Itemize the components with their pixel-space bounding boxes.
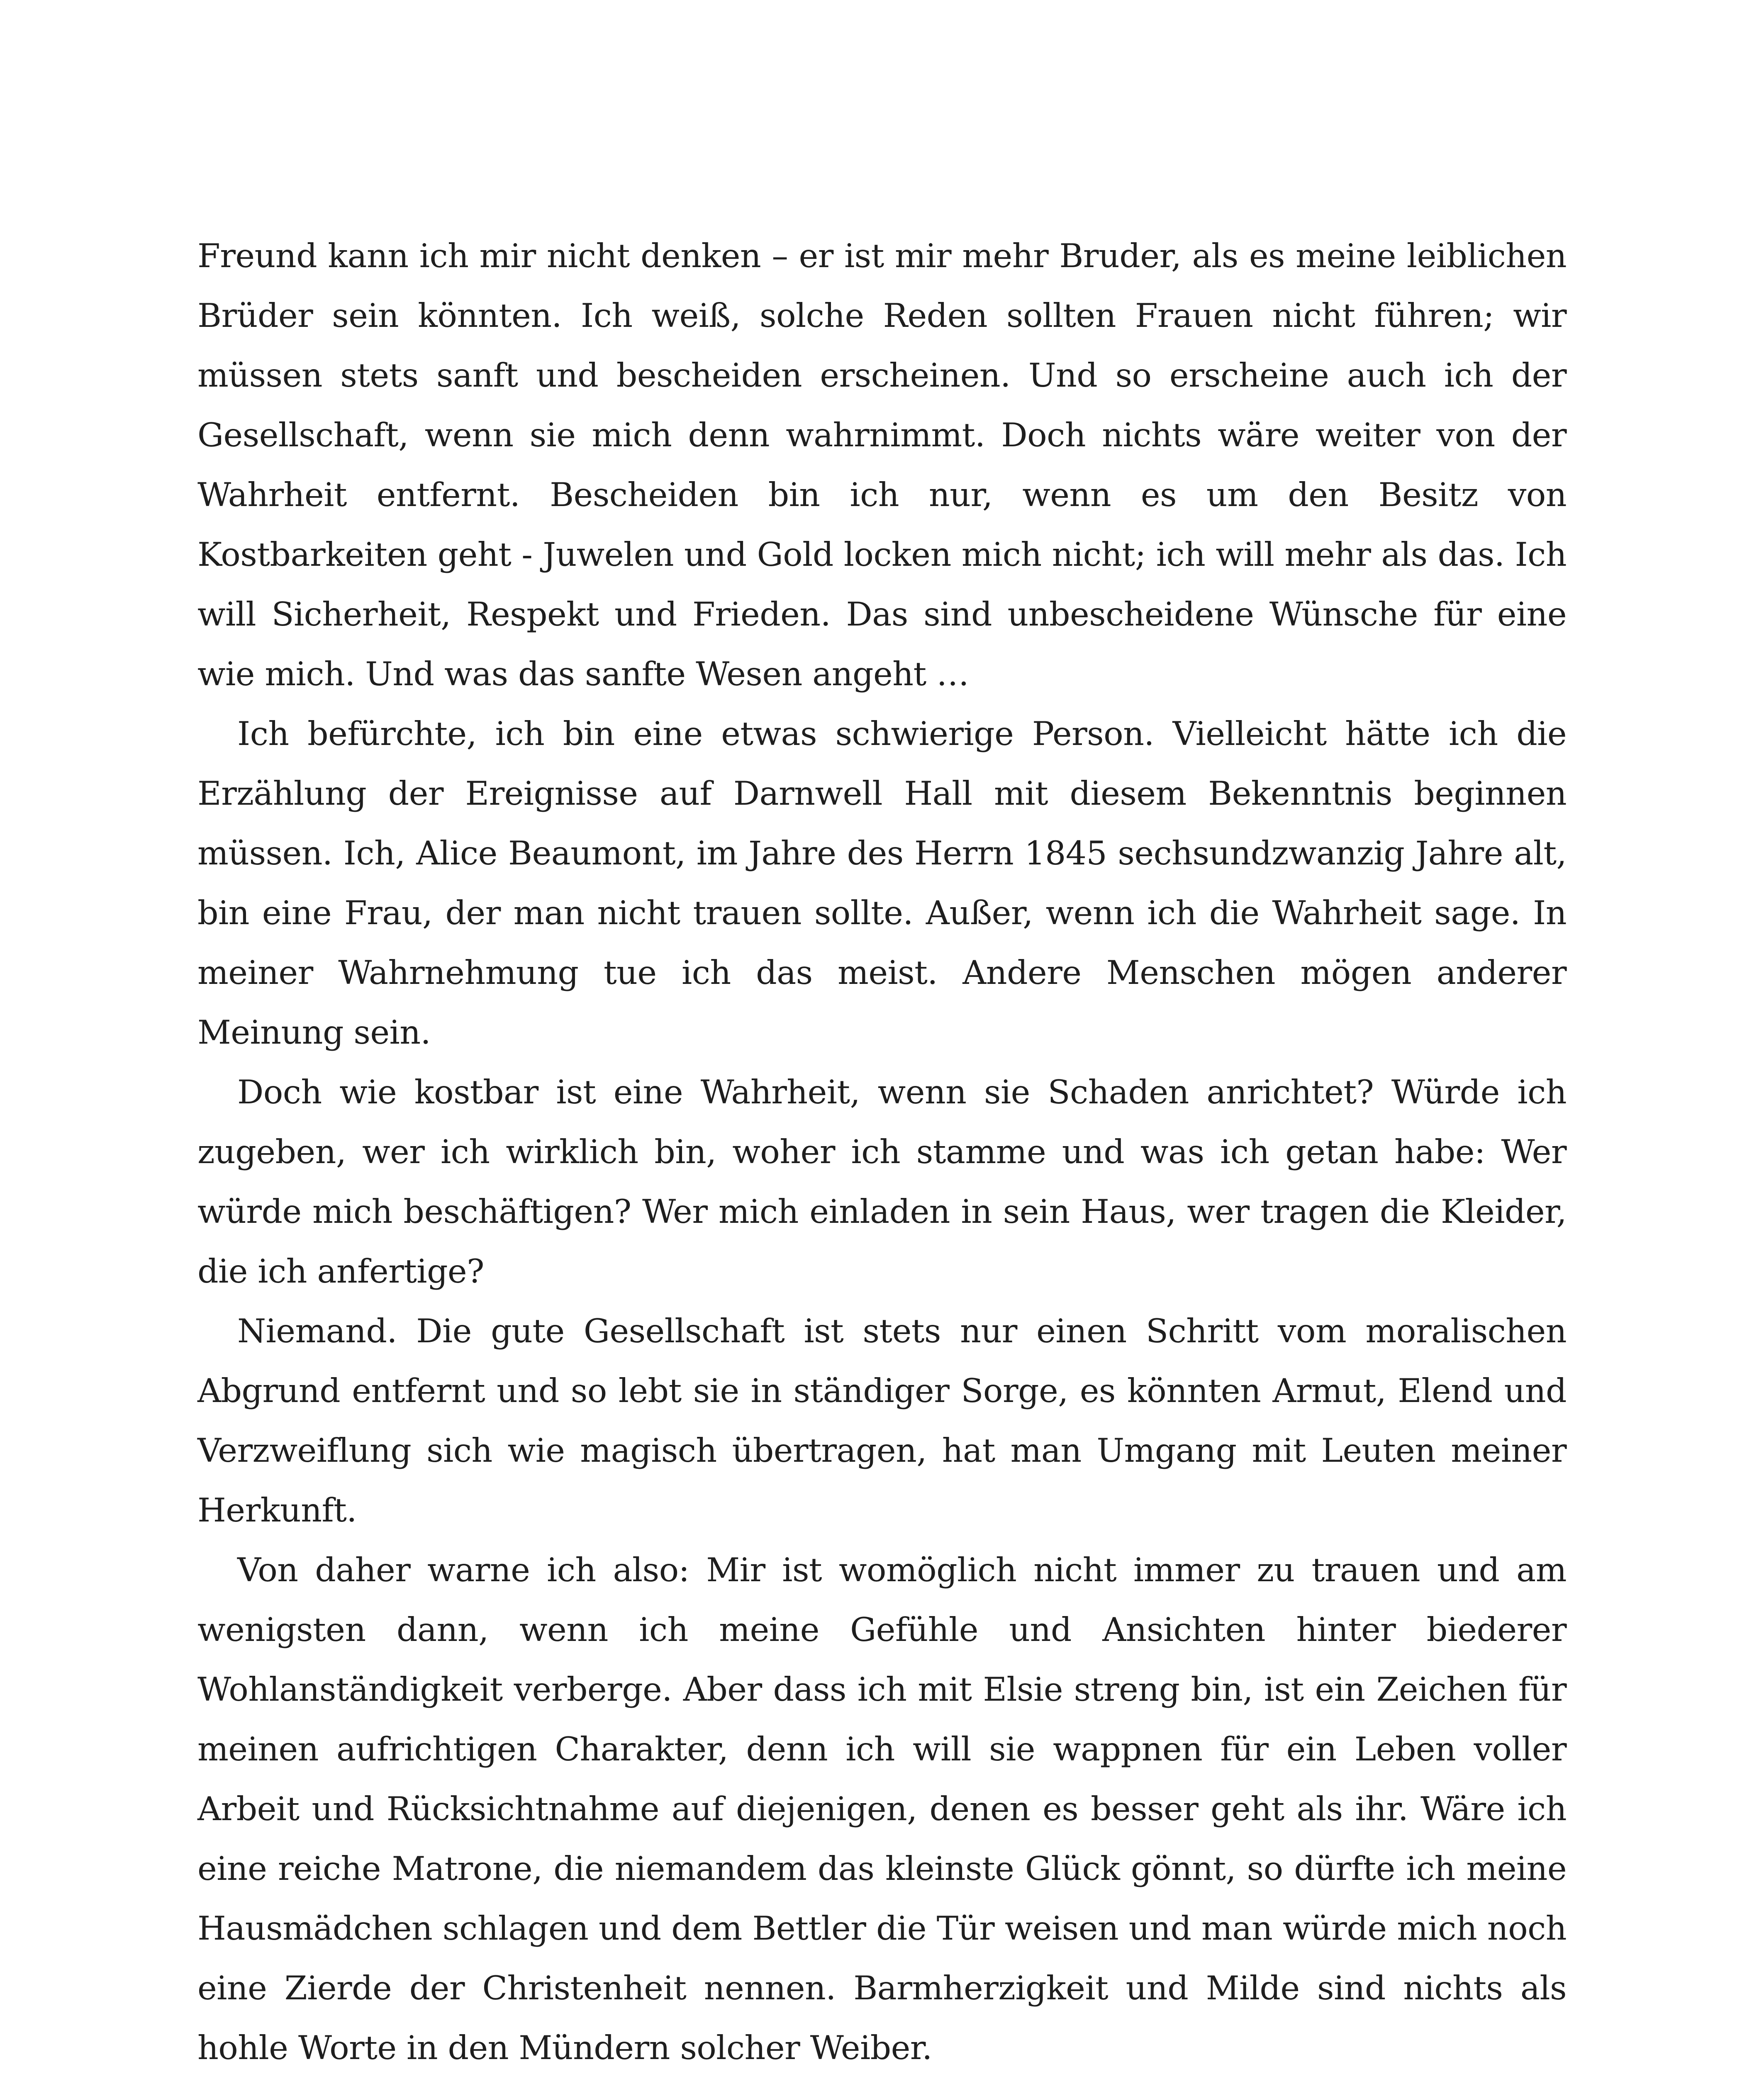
paragraph-3: Doch wie kostbar ist eine Wahrheit, wenn sie Schaden anrichtet? Würde ich zugeben, wer ich wirklich bin, woher ich stamme und was ich getan habe: Wer würde mich beschäftigen? Wer mich einladen in sein Haus, wer tragen die Kleider, die ich anfertige? — [197, 1073, 1567, 1290]
paragraph-4: Niemand. Die gute Gesellschaft ist stets nur einen Schritt vom moralischen Abgrund entfernt und so lebt sie in ständiger Sorge, es könnten Armut, Elend und Verzweiflung sich wie magisch übertragen, hat man Umgang mit Leuten meiner Herkunft. — [197, 1312, 1567, 1529]
paragraph-2: Ich befürchte, ich bin eine etwas schwierige Person. Vielleicht hätte ich die Erzählung der Ereignisse auf Darnwell Hall mit diesem Bekenntnis beginnen müssen. Ich, Alice Beaumont, im Jahre des Herrn 1845 sechsundzwanzig Jahre alt, bin eine Frau, der man nicht trauen sollte. Außer, wenn ich die Wahrheit sage. In meiner Wahrnehmung tue ich das meist. Andere Menschen mögen anderer Meinung sein. — [197, 715, 1567, 1052]
paragraph-1: Freund kann ich mir nicht denken – er ist mir mehr Bruder, als es meine leiblichen Brüder sein könnten. Ich weiß, solche Reden sollten Frauen nicht führen; wir müssen stets sanft und bescheiden erscheinen. Und so erscheine auch ich der Gesellschaft, wenn sie mich denn wahrnimmt. Doch nichts wäre weiter von der Wahrheit entfernt. Bescheiden bin ich nur, wenn es um den Besitz von Kostbarkeiten geht - Juwelen und Gold locken mich nicht; ich will mehr als das. Ich will Sicherheit, Respekt und Frieden. Das sind unbescheidene Wünsche für eine wie mich. Und was das sanfte Wesen angeht … — [197, 237, 1567, 693]
paragraph-5: Von daher warne ich also: Mir ist womöglich nicht immer zu trauen und am wenigsten dann, wenn ich meine Gefühle und Ansichten hinter biederer Wohlanständigkeit verberge. Aber dass ich mit Elsie streng bin, ist ein Zeichen für meinen aufrichtigen Charakter, denn ich will sie wappnen für ein Leben voller Arbeit und Rücksichtnahme auf diejenigen, denen es besser geht als ihr. Wäre ich eine reiche Matrone, die niemandem das kleinste Glück gönnt, so dürfte ich meine Hausmädchen schlagen und dem Bettler die Tür weisen und man würde mich noch eine Zierde der Christenheit nennen. Barmherzigkeit und Milde sind nichts als hohle Worte in den Mündern solcher Weiber. — [197, 1551, 1567, 2067]
body-text — [197, 226, 1567, 2074]
